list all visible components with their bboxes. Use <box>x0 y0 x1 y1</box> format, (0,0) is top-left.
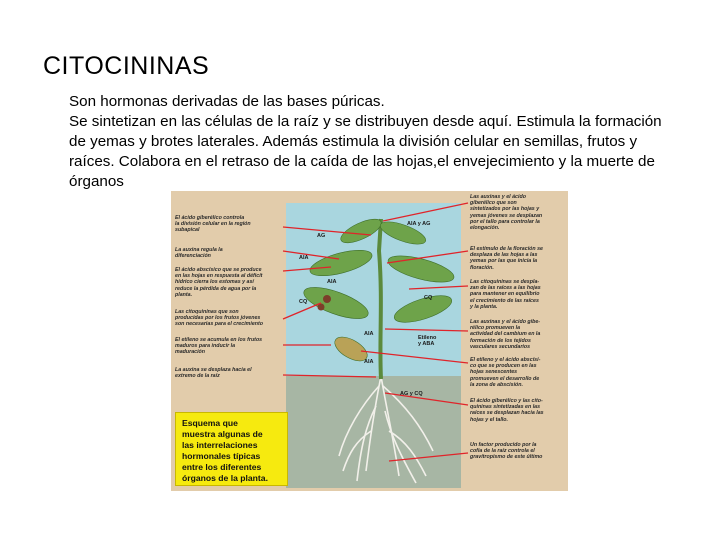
right-label-cambium: Las auxinas y el ácido gibe- rélico promueven la actividad del cambium en la formación de los tejidos vasculares secundarios <box>470 319 541 350</box>
left-label-citoquininas: Las citoquininas que son producidas por los frutos jóvenes son necesarias para el crecimiento <box>175 309 264 328</box>
slide-title: CITOCININAS <box>43 52 210 80</box>
right-label-abscision: El etileno y el ácido abscísi- co que se producen en las hojas senescentes promueven el desarrollo de la zona de abscisión. <box>470 357 541 388</box>
body-paragraph: Son hormonas derivadas de las bases púricas. <box>69 93 385 110</box>
hormone-tag: AIA <box>364 359 374 365</box>
right-label-floracion: El estímulo de la floración se desplaza de las hojas a las yemas por las que inicia la floración. <box>470 246 544 271</box>
hormone-tag: CQ <box>299 299 308 305</box>
left-label-abscisico: El ácido abscísico que se produce en las hojas en respuesta al déficit hídrico cierra los estomas y así reduce la pérdida de agua por la planta. <box>175 267 263 298</box>
hormone-tag: AIA <box>364 331 374 337</box>
right-label-elongacion: Las auxinas y el ácido giberélico que son sintetizados por las hojas y yemas jóvenes se desplazan por el tallo para controlar la elongación. <box>470 194 543 232</box>
left-label-auxina: La auxina regula la diferenciación <box>175 247 223 260</box>
hormone-tag: AG <box>317 233 326 239</box>
caption-box <box>175 412 288 486</box>
left-label-etileno: El etileno se acumula en los frutos maduros para inducir la maduración <box>175 337 263 356</box>
right-label-giberelico-raices: El ácido giberélico y las cito- quininas sintetizadas en las raíces se desplazan hacia las hojas y el tallo. <box>470 398 544 423</box>
hormone-tag: Etileno y ABA <box>418 335 437 347</box>
caption-text: Esquema que muestra algunas de las interrelaciones hormonales típicas entre los diferentes órganos de la planta. <box>182 418 268 483</box>
left-label-giberelico: El ácido giberélico controla la división celular en la región subapical <box>175 215 251 234</box>
hormone-tag: AIA y AG <box>407 221 431 227</box>
hormone-tag: CQ <box>424 295 433 301</box>
slide-body <box>69 92 669 192</box>
hormone-tag: AIA <box>327 279 337 285</box>
hormone-tag: AIA <box>299 255 309 261</box>
fruit <box>323 295 331 303</box>
right-label-cofia: Un factor producido por la cofia de la raíz controla el gravitropismo de este último <box>470 442 543 461</box>
stem <box>379 219 381 379</box>
right-label-citoquininas: Las citoquininas se despla- zan de las raíces a las hojas para mantener en equilibrio el crecimiento de las raíces y la planta. <box>470 279 541 310</box>
body-paragraph: Se sintetizan en las células de la raíz y se distribuyen desde aquí. Estimula la formación de yemas y brotes laterales. Además estimula la división celular en semillas, frutos y raíces. Colabora en el retraso de la caída de las hojas,el envejecimiento y la muerte de órganos <box>69 113 662 190</box>
hormone-tag: AG y CQ <box>400 391 423 397</box>
left-label-auxina-raiz: La auxina se desplaza hacia el extremo de la raíz <box>175 367 252 380</box>
plant-hormone-diagram <box>171 191 568 491</box>
